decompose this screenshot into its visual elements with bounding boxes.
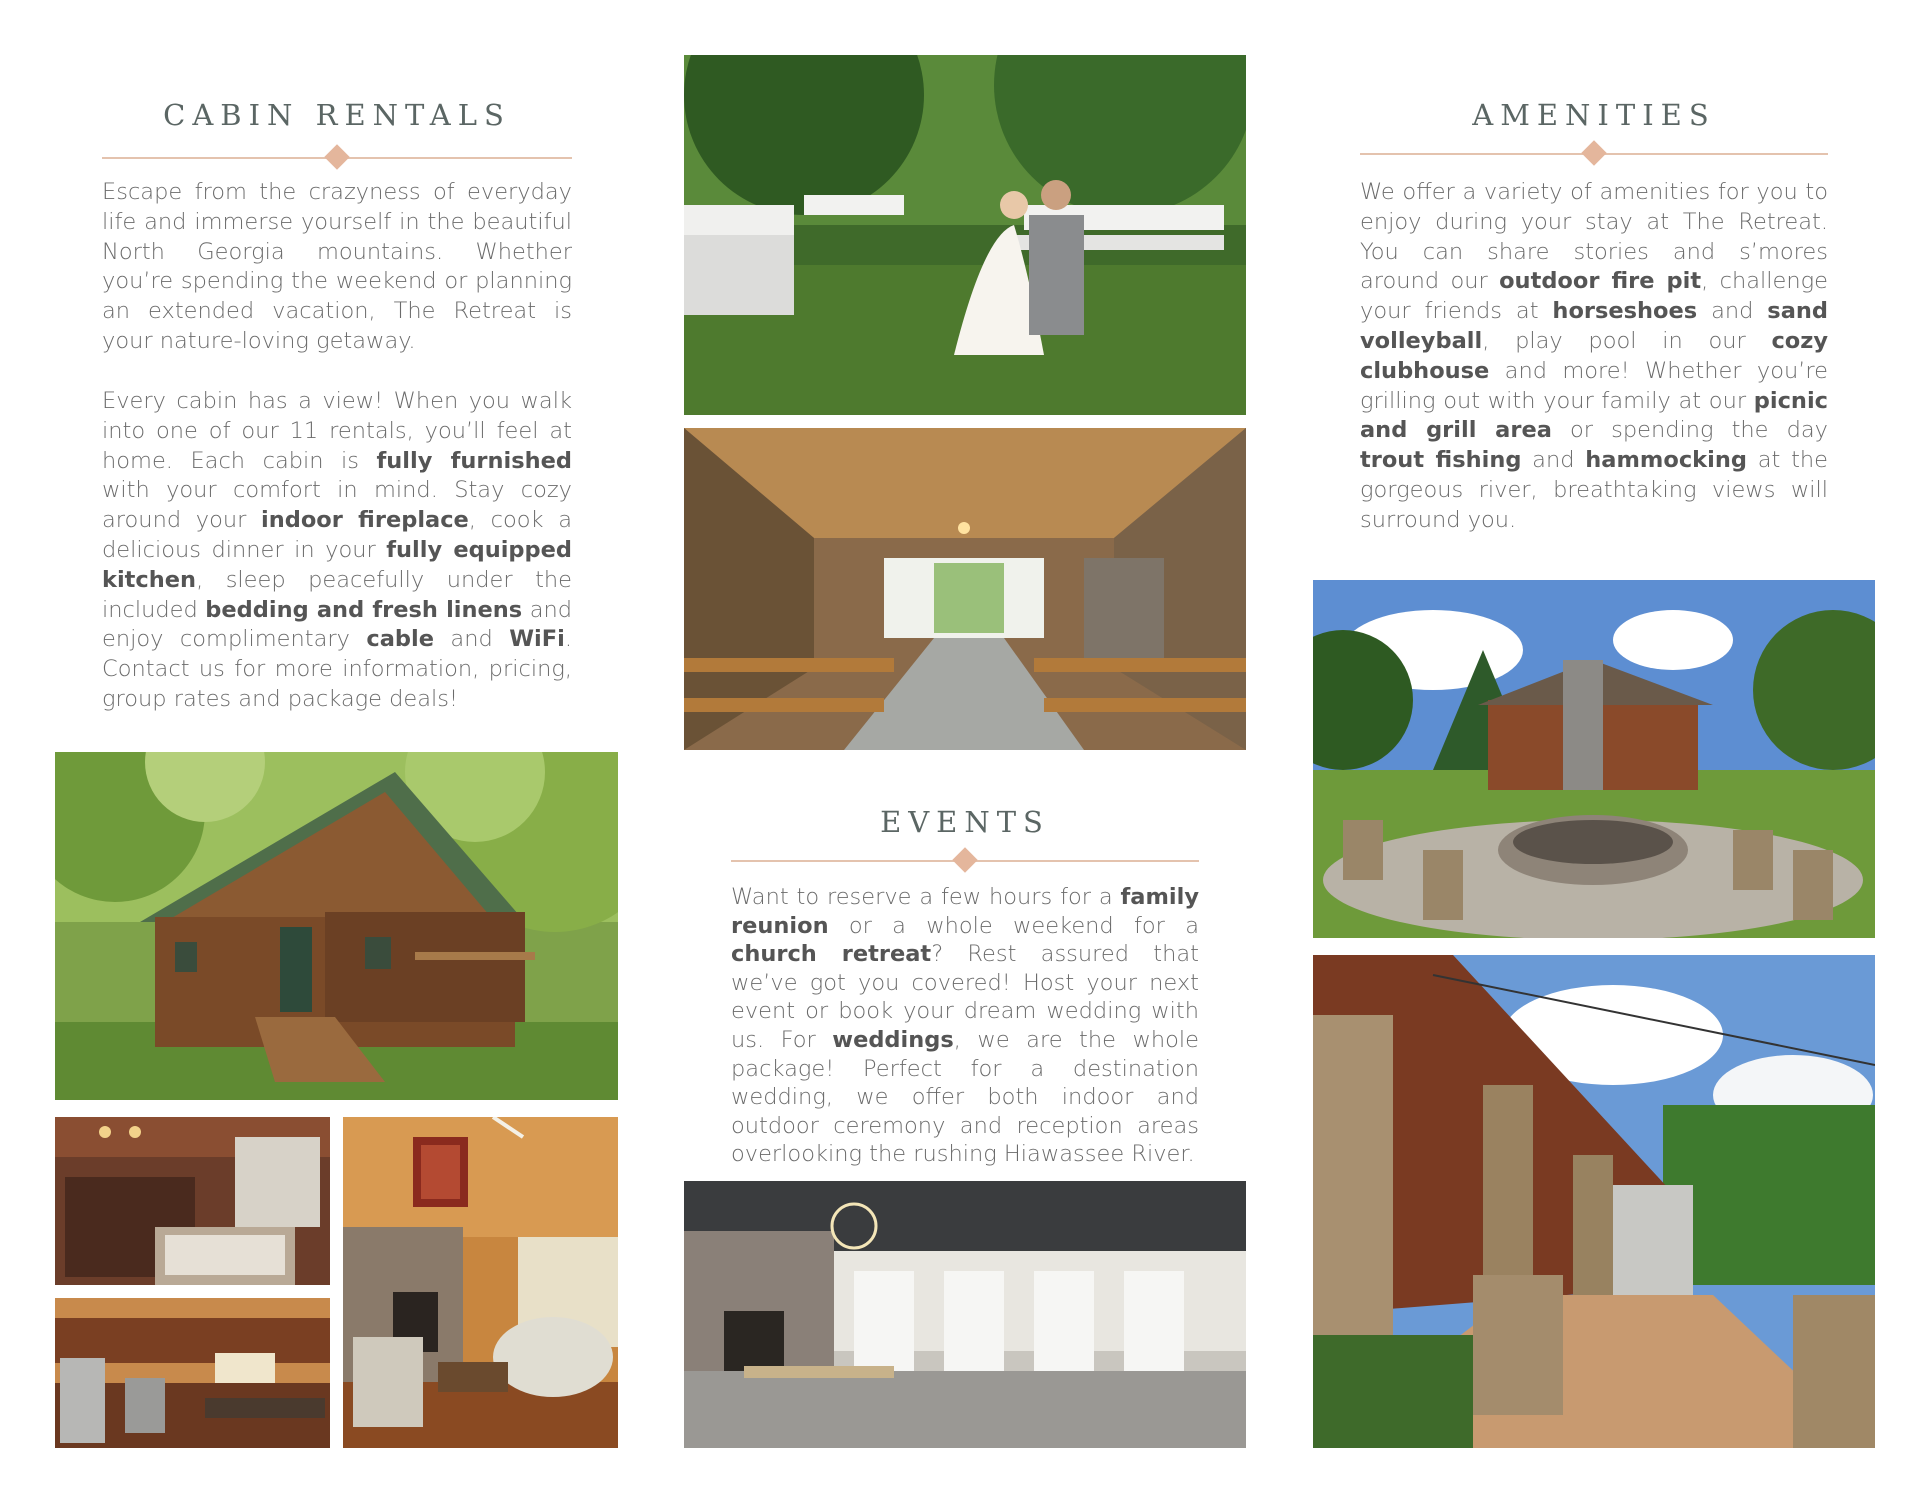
events-diamond-ornament	[952, 847, 977, 872]
amenities-paragraph: We offer a variety of amenities for you to enjoy during your stay at The Retreat. You can share stories and s’mores around our outdoor fire pit, challenge your friends at horseshoes and sand volleyball, play pool in our cozy clubhouse and more! Whether you’re grilling out with your family at our picnic and grill area or spending the day trout fishing and hammocking at the gorgeous river, breathtaking views will surround you.	[1360, 179, 1829, 533]
cabin-living-room-photo	[343, 1117, 618, 1448]
cabin-rentals-intro-paragraph: Escape from the crazyness of everyday life and immerse yourself in the beautiful North Georgia mountains. Whether you’re spending the weekend or planning an extended vacation, The Retreat is your nature-loving getaway.	[102, 179, 572, 354]
wedding-couple-photo	[684, 55, 1246, 415]
cabin-kitchen-photo	[55, 1298, 330, 1448]
cabin-rentals-diamond-ornament	[324, 144, 349, 169]
amenities-heading: AMENITIES	[1472, 98, 1716, 132]
events-paragraph: Want to reserve a few hours for a family reunion or a whole weekend for a church retreat? Rest assured that we’ve got you covered! Host your next event or book your dream wedding with us. For weddings, we are the whole package! Perfect for a destination wedding, we offer both indoor and outdoor ceremony and reception areas overlooking the rushing Hiawassee River.	[731, 884, 1199, 1168]
cabin-rentals-heading: CABIN RENTALS	[163, 98, 511, 132]
fire-pit-photo	[1313, 580, 1875, 938]
events-heading: EVENTS	[880, 805, 1050, 839]
stone-porch-photo	[1313, 955, 1875, 1448]
cabin-rentals-details-paragraph: Every cabin has a view! When you walk into one of our 11 rentals, you’ll feel at home. Each cabin is fully furnished with your comfort in mind. Stay cozy around your indoor fireplace, cook a delicious dinner in your fully equipped kitchen, sleep peacefully under the included bedding and fresh linens and enjoy complimentary cable and WiFi. Contact us for more information, pricing, group rates and package deals!	[102, 388, 573, 712]
barn-chapel-photo	[684, 428, 1246, 750]
cabin-bathroom-photo	[55, 1117, 330, 1285]
cabin-exterior-photo	[55, 752, 618, 1100]
amenities-diamond-ornament	[1581, 140, 1606, 165]
reception-hall-photo	[684, 1181, 1246, 1448]
